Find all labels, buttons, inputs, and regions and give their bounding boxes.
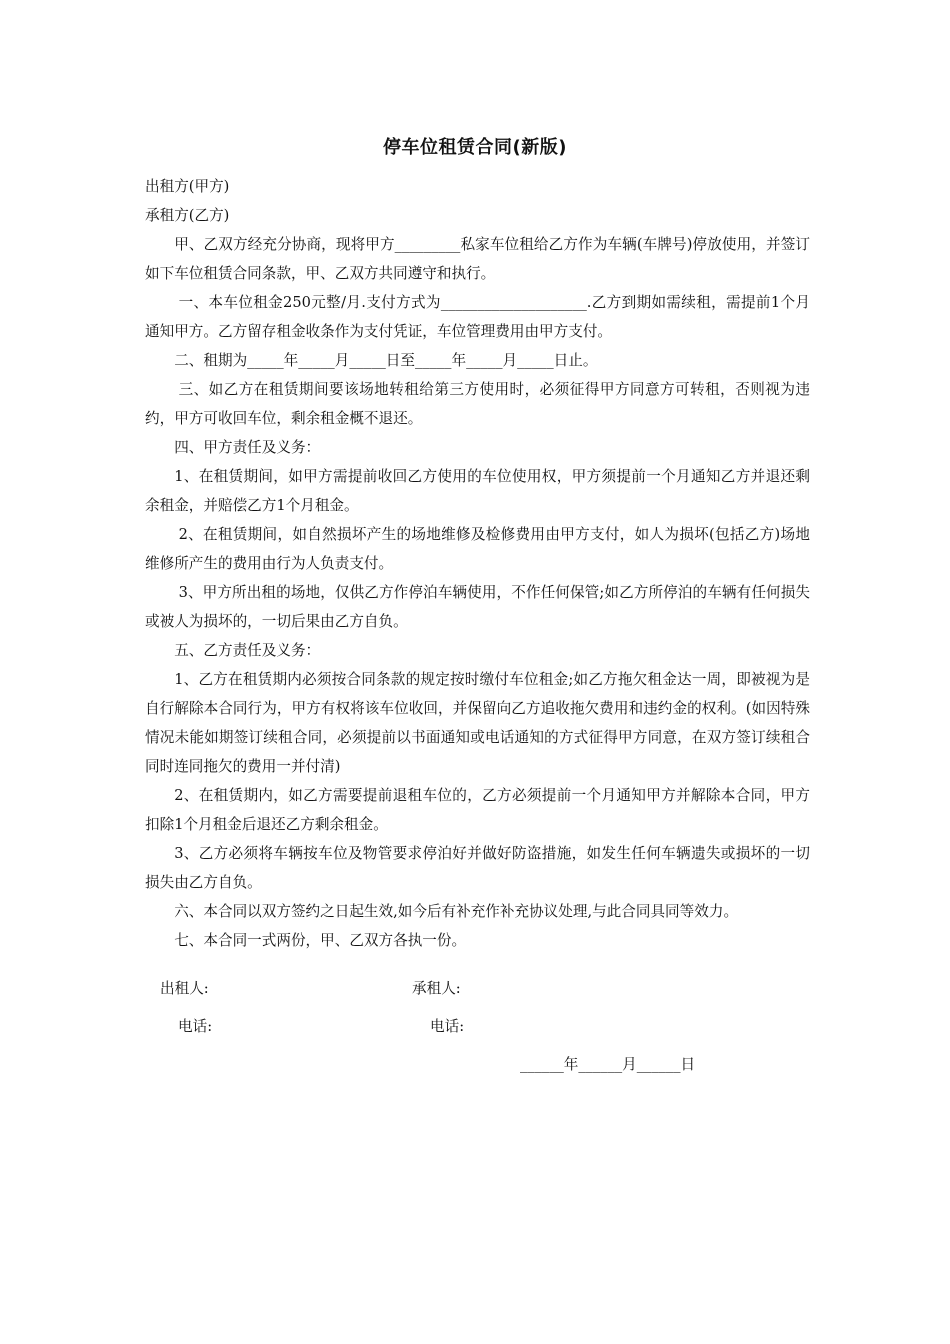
lessor-phone-label: 电话:: [178, 1018, 213, 1035]
lessee-line: 承租方(乙方): [145, 207, 230, 224]
clause-5-heading: 五、乙方责任及义务：: [174, 642, 321, 659]
clause-3: 三、如乙方在租赁期间要该场地转租给第三方使用时，必须征得甲方同意方可转租，否则视为违约，甲方可收回车位，剩余租金概不退还。: [145, 381, 810, 427]
clause-4-heading: 四、甲方责任及义务：: [174, 439, 321, 456]
lessor-signature-label: 出租人:: [160, 980, 209, 997]
clause-6: 六、本合同以双方签约之日起生效,如今后有补充作补充协议处理,与此合同具同等效力。: [174, 903, 739, 920]
contract-body: [145, 172, 810, 955]
lessor-line: 出租方(甲方): [145, 178, 230, 195]
page-title: 停车位租赁合同(新版): [383, 137, 567, 158]
lessee-signature-label: 承租人:: [412, 980, 461, 997]
clause-7: 七、本合同一式两份，甲、乙双方各执一份。: [174, 932, 467, 949]
clause-5-item-2: 2、在租赁期内，如乙方需要提前退租车位的，乙方必须提前一个月通知甲方并解除本合同，甲方扣除1个月租金后退还乙方剩余租金。: [145, 787, 810, 833]
clause-5-item-1: 1、乙方在租赁期内必须按合同条款的规定按时缴付车位租金;如乙方拖欠租金达一周，即被视为是自行解除本合同行为，甲方有权将该车位收回，并保留向乙方追收拖欠费用和违约金的权利。(如因特殊情况未能如期签订续租合同，必须提前以书面通知或电话通知的方式征得甲方同意，在双方签订续租合同时连同拖欠的费用一并付清): [145, 671, 810, 775]
clause-4-item-3: 3、甲方所出租的场地，仅供乙方作停泊车辆使用，不作任何保管;如乙方所停泊的车辆有任何损失或被人为损坏的，一切后果由乙方自负。: [145, 584, 810, 630]
clause-1: 一、本车位租金250元整/月.支付方式为____________________.乙方到期如需续租，需提前1个月通知甲方。乙方留存租金收条作为支付凭证，车位管理费用由甲方支付。: [145, 294, 810, 340]
clause-5-item-3: 3、乙方必须将车辆按车位及物管要求停泊好并做好防盗措施，如发生任何车辆遗失或损坏的一切损失由乙方自负。: [145, 845, 810, 891]
clause-2: 二、租期为_____年_____月_____日至_____年_____月_____日止。: [174, 352, 598, 369]
lessee-phone-label: 电话:: [430, 1018, 465, 1035]
clause-4-item-2: 2、在租赁期间，如自然损坏产生的场地维修及检修费用由甲方支付，如人为损坏(包括乙方)场地维修所产生的费用由行为人负责支付。: [145, 526, 810, 572]
clause-4-item-1: 1、在租赁期间，如甲方需提前收回乙方使用的车位使用权，甲方须提前一个月通知乙方并退还剩余租金，并赔偿乙方1个月租金。: [145, 468, 810, 514]
preamble-paragraph: 甲、乙双方经充分协商，现将甲方_________私家车位租给乙方作为车辆(车牌号)停放使用，并签订如下车位租赁合同条款，甲、乙双方共同遵守和执行。: [145, 236, 810, 282]
signing-date-line: ______年______月______日: [520, 1056, 696, 1073]
